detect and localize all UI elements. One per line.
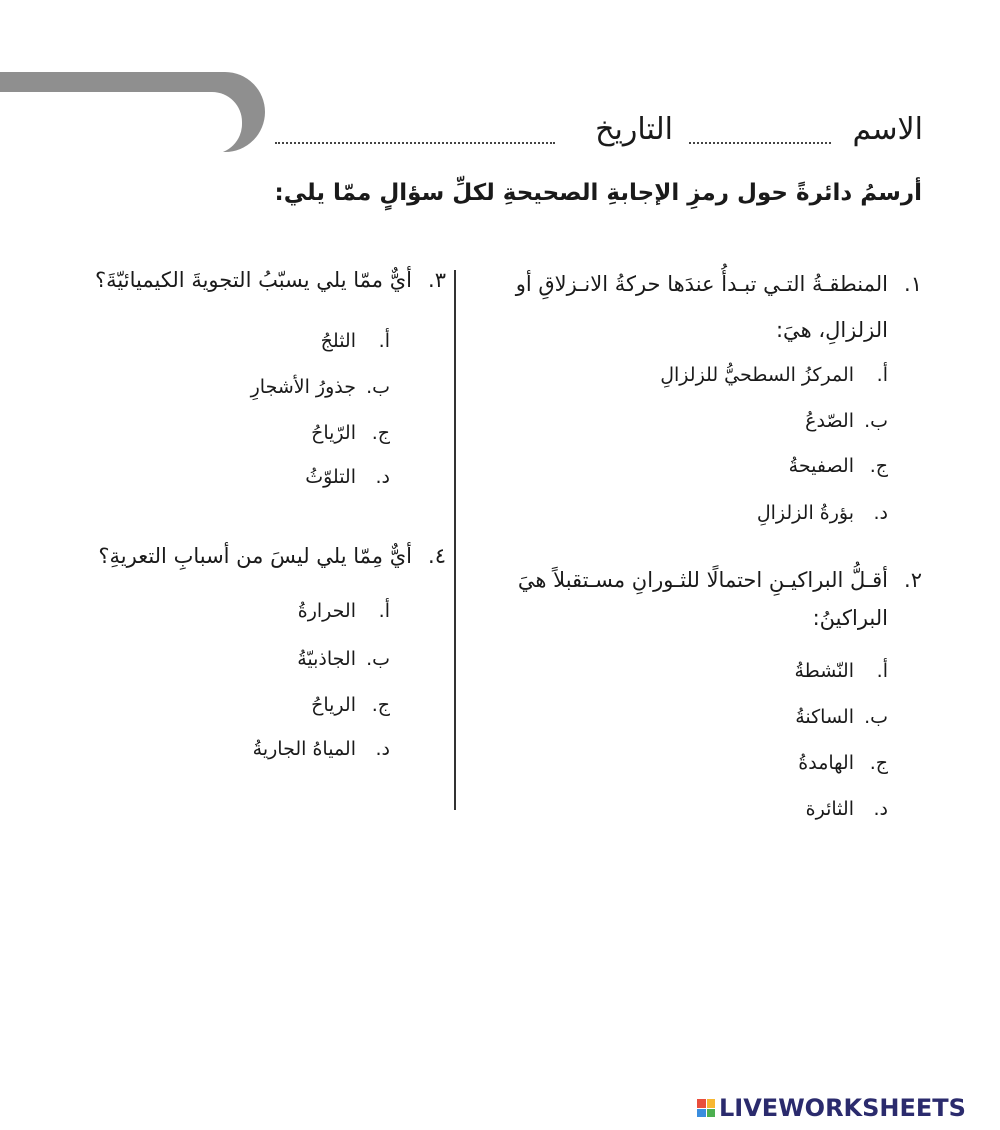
question-1: [516, 272, 922, 296]
header-tab-inner: [0, 92, 242, 154]
option-letter: د.: [375, 738, 390, 760]
question-2: [518, 568, 922, 592]
question-2-option-a[interactable]: [794, 660, 888, 682]
option-letter: ب.: [864, 706, 888, 728]
logo-square: [707, 1109, 716, 1118]
option-letter: أ.: [876, 364, 888, 386]
question-4-option-d[interactable]: [253, 738, 390, 760]
option-letter: ج.: [869, 455, 888, 477]
option-letter: أ.: [876, 660, 888, 682]
question-3-option-a[interactable]: [321, 330, 390, 352]
logo-square: [697, 1109, 706, 1118]
option-letter: د.: [375, 466, 390, 488]
option-letter: أ.: [378, 600, 390, 622]
question-1-number: ١.: [904, 272, 922, 296]
option-letter: ج.: [371, 694, 390, 716]
question-3-option-c[interactable]: [311, 422, 390, 444]
logo-square: [707, 1099, 716, 1108]
question-2-option-d[interactable]: [806, 798, 888, 820]
question-3-option-d[interactable]: [305, 466, 390, 488]
liveworksheets-logo[interactable]: [697, 1093, 997, 1123]
question-4-text: أيٌّ مِمّا يلي ليسَ من أسبابِ التعريةِ؟: [98, 544, 412, 568]
question-1-option-b[interactable]: [805, 410, 888, 432]
question-4-option-c[interactable]: [311, 694, 390, 716]
option-text: جذورُ الأشجارِ: [250, 376, 356, 398]
option-letter: أ.: [378, 330, 390, 352]
option-text: الساكنةُ: [795, 706, 854, 728]
question-2-option-b[interactable]: [795, 706, 888, 728]
option-text: الجاذبيّةُ: [297, 648, 356, 670]
question-1-option-c[interactable]: [789, 455, 888, 477]
option-text: التلوّثُ: [305, 466, 356, 488]
question-4-option-b[interactable]: [297, 648, 390, 670]
option-text: الهامدةُ: [798, 752, 854, 774]
question-4-option-a[interactable]: [298, 600, 390, 622]
option-text: المياهُ الجاريةُ: [252, 738, 356, 760]
option-letter: ب.: [366, 648, 390, 670]
logo-square: [697, 1099, 706, 1108]
question-1-option-a[interactable]: [660, 364, 888, 386]
option-letter: ج.: [371, 422, 390, 444]
option-letter: د.: [873, 798, 888, 820]
question-1-option-d[interactable]: [757, 502, 888, 524]
faint-background-area: [0, 860, 1000, 970]
option-text: النّشطةُ: [794, 660, 854, 682]
date-label: التاريخ: [595, 112, 673, 147]
question-2-text: أقـلُّ البراكيـنِ احتمالًا للثـورانِ مسـتقبلاً هيَ: [517, 568, 888, 592]
option-text: الثلجُ: [320, 330, 356, 352]
option-text: الرّياحُ: [311, 422, 356, 444]
liveworksheets-logo-text: LIVEWORKSHEETS: [719, 1094, 966, 1122]
option-letter: د.: [873, 502, 888, 524]
question-2-text-line2: البراكينُ:: [812, 606, 888, 630]
name-label: الاسم: [852, 112, 923, 147]
question-1-text-line2: الزلزالِ، هيَ:: [775, 318, 888, 342]
question-4: [98, 544, 446, 568]
option-text: الصّدعُ: [805, 410, 854, 432]
column-divider: [454, 270, 456, 810]
question-3-number: ٣.: [428, 268, 446, 292]
question-3: [95, 268, 446, 292]
option-text: بؤرةُ الزلزالِ: [756, 502, 854, 524]
option-text: المركزُ السطحيُّ للزلزالِ: [660, 364, 854, 386]
question-3-text: أيٌّ ممّا يلي يسبّبُ التجويةَ الكيميائيّةَ؟: [95, 268, 412, 292]
option-text: الرياحُ: [311, 694, 356, 716]
question-2-option-c[interactable]: [798, 752, 888, 774]
option-text: الثائرة: [805, 798, 854, 820]
option-letter: ج.: [869, 752, 888, 774]
name-date-line: [275, 112, 923, 152]
liveworksheets-logo-icon: [697, 1099, 715, 1117]
question-2-number: ٢.: [904, 568, 922, 592]
question-4-number: ٤.: [428, 544, 446, 568]
question-1-text: المنطقـةُ التـي تبـدأُ عندَها حركةُ الانـزلاقِ أو: [515, 272, 888, 296]
option-text: الحرارةُ: [297, 600, 356, 622]
option-letter: ب.: [366, 376, 390, 398]
date-blank[interactable]: [275, 142, 555, 144]
option-letter: ب.: [864, 410, 888, 432]
question-3-option-b[interactable]: [251, 376, 390, 398]
option-text: الصفيحةُ: [788, 455, 854, 477]
name-blank[interactable]: [689, 142, 831, 144]
instruction-text: أرسمُ دائرةً حول رمزِ الإجابةِ الصحيحةِ لكلِّ سؤالٍ ممّا يلي:: [274, 180, 922, 206]
